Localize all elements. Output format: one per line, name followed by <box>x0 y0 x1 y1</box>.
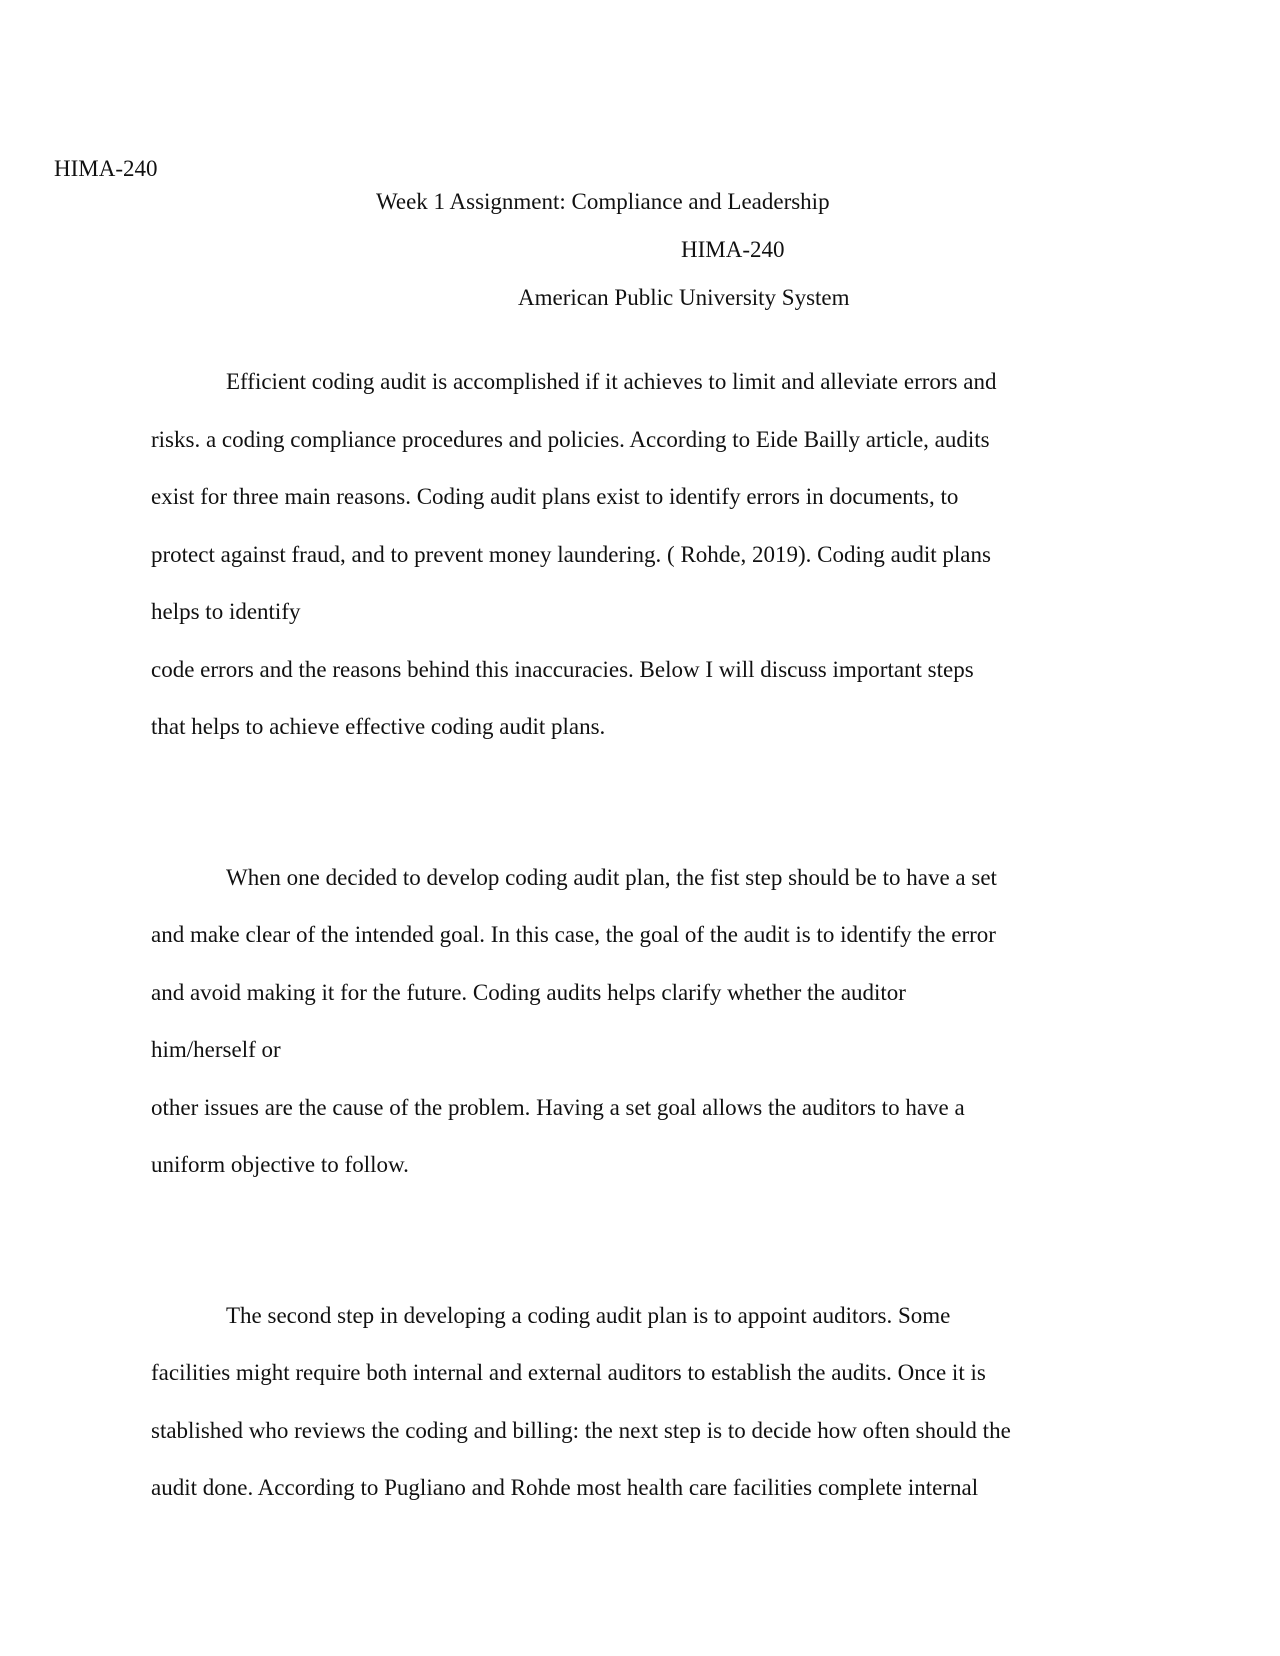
paragraph-line: risks. a coding compliance procedures and policies. According to Eide Bailly article, audits <box>151 427 990 452</box>
document-title: Week 1 Assignment: Compliance and Leadership <box>376 189 830 214</box>
paragraph-line: that helps to achieve effective coding audit plans. <box>151 714 606 739</box>
paragraph-line: other issues are the cause of the problem. Having a set goal allows the auditors to have a <box>151 1095 965 1120</box>
paragraph-line: facilities might require both internal and external auditors to establish the audits. Once it is <box>151 1360 986 1385</box>
paragraph-line: code errors and the reasons behind this inaccuracies. Below I will discuss important steps <box>151 657 974 682</box>
paragraph-line: him/herself or <box>151 1037 281 1062</box>
paragraph-line: audit done. According to Pugliano and Rohde most health care facilities complete internal <box>151 1475 979 1500</box>
paragraph-line: uniform objective to follow. <box>151 1152 409 1177</box>
paragraph-line: stablished who reviews the coding and billing: the next step is to decide how often should the <box>151 1418 1011 1443</box>
paragraph-line: protect against fraud, and to prevent money laundering. ( Rohde, 2019). Coding audit plans <box>151 542 991 567</box>
paragraph-line: and avoid making it for the future. Coding audits helps clarify whether the auditor <box>151 980 906 1005</box>
paragraph-line: helps to identify <box>151 599 301 624</box>
institution-name: American Public University System <box>518 285 850 310</box>
running-head: HIMA-240 <box>54 156 158 181</box>
course-name: HIMA-240 <box>681 237 785 262</box>
paragraph-line: exist for three main reasons. Coding audit plans exist to identify errors in documents, to <box>151 484 959 509</box>
paragraph-line: When one decided to develop coding audit plan, the fist step should be to have a set <box>226 865 997 890</box>
paragraph-line: and make clear of the intended goal. In this case, the goal of the audit is to identify the error <box>151 922 996 947</box>
paragraph-line: Efficient coding audit is accomplished if it achieves to limit and alleviate errors and <box>226 369 997 394</box>
paragraph-line: The second step in developing a coding audit plan is to appoint auditors. Some <box>226 1303 951 1328</box>
